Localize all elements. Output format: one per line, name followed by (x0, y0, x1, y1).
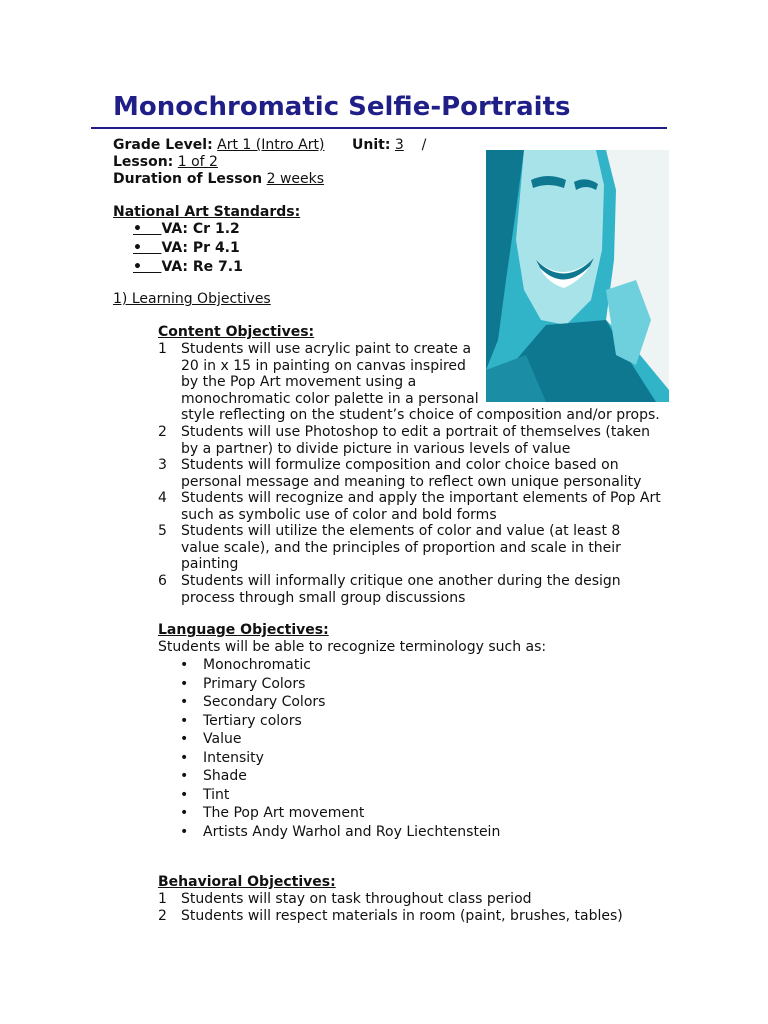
standard-item: • VA: Cr 1.2 (133, 221, 240, 237)
page-title: Monochromatic Selfie-Portraits (113, 92, 571, 122)
language-objectives-intro: Students will be able to recognize terminology such as: (158, 639, 547, 655)
behavioral-objectives-heading: Behavioral Objectives: (158, 874, 336, 890)
lesson-label: Lesson: (113, 154, 174, 170)
learning-objectives-heading: 1) Learning Objectives (113, 291, 271, 307)
duration-value: 2 weeks (266, 171, 325, 187)
content-objectives-heading: Content Objectives: (158, 324, 315, 340)
grade-level-row (113, 137, 324, 153)
duration-row (113, 171, 324, 187)
standard-item: • VA: Re 7.1 (133, 259, 243, 275)
monochromatic-portrait-image (486, 150, 669, 402)
unit-row (352, 137, 426, 153)
unit-separator: / (421, 137, 427, 153)
language-objectives-heading: Language Objectives: (158, 622, 329, 638)
lesson-value: 1 of 2 (177, 154, 218, 170)
standard-item: • VA: Pr 4.1 (133, 240, 240, 256)
grade-level-value: Art 1 (Intro Art) (217, 137, 325, 153)
unit-label: Unit: (352, 137, 391, 153)
grade-level-label: Grade Level: (113, 137, 213, 153)
standards-heading: National Art Standards: (113, 204, 301, 220)
lesson-row (113, 154, 218, 170)
title-divider (91, 127, 667, 129)
unit-value: 3 (394, 137, 404, 153)
duration-label: Duration of Lesson (113, 171, 263, 187)
